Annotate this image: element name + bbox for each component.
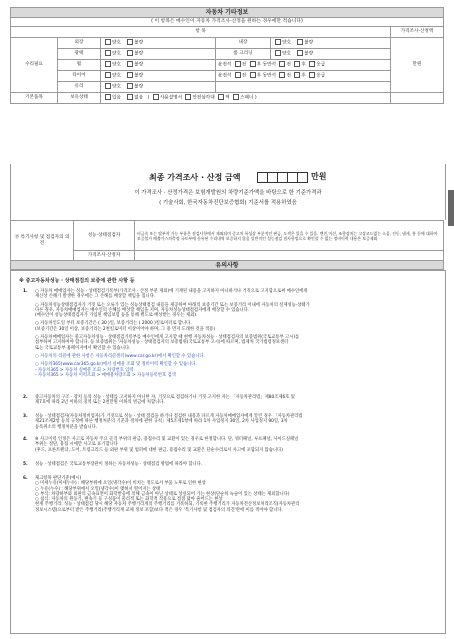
- item-header: 항 목: [11, 27, 391, 38]
- checkbox[interactable]: [235, 61, 241, 67]
- option-label: 불량: [134, 73, 144, 79]
- man-won-cell: 만원: [391, 38, 444, 93]
- option-label: 없음: [134, 95, 144, 101]
- option-label: 양호: [112, 84, 121, 90]
- checkbox[interactable]: [105, 83, 111, 89]
- note-line: 재산상 손해가 발생한 경우에는 그 손해를 배상할 책임을 집니다.: [35, 294, 156, 300]
- checkbox[interactable]: [105, 61, 111, 67]
- appraiser-opinion[interactable]: [135, 251, 444, 261]
- checkbox[interactable]: [297, 50, 303, 56]
- checkbox[interactable]: [235, 72, 241, 78]
- checkbox[interactable]: [233, 94, 239, 100]
- note-line: ※ 사고이력 인정은 사고로 자동차 주요 골격 부위의 판금, 용접수리 및 교환이 있는 경우로 한정합니다. 단, 쿼터패널, 루프패널, 사이드실패널: [35, 437, 299, 442]
- scrollbar[interactable]: [448, 190, 454, 226]
- checkbox[interactable]: [105, 94, 111, 100]
- option-label: 전: [241, 73, 247, 79]
- checkbox[interactable]: [105, 39, 111, 45]
- appraiser-label: 가격조사·산정자: [74, 251, 135, 261]
- note-line: 다른 경우, 자동차매매업자는 매수인의 손해를 배상할 책임을 지며, 자동차성능상태점검자에게 배상할 수 있습니다.: [35, 307, 250, 313]
- note-number: 1.: [23, 289, 28, 294]
- checkbox[interactable]: [127, 39, 133, 45]
- note-line: ○ 미세누유(미세누수) : 해당부위에 오일(냉각수)이 비치는 정도로서 부품 노후로 인한 현상: [35, 481, 206, 487]
- checkbox[interactable]: [309, 61, 315, 67]
- option-label: 불량: [134, 40, 144, 46]
- note-item-6: [17, 476, 441, 522]
- notes-title: 유의사항: [10, 260, 444, 270]
- notes-body: [10, 270, 446, 634]
- inspector-opinion[interactable]: 비금속 또는 탈부착 가능 부품은 점검사항에서 제외되며 중고차 특성상 부분적인 판금, 도색은 있을 수 있음. 엔진,미션, 조향장치는 고장코드없는 소음, 진동, 냄새, 흠 등에 대하여 보증불가 배출가스의측정 국토부에 등록된 수리내역 보증하지 않음 일반적인 성능점검 점사항법으로 확인할 수 없는 정비이력 내용은 보증제외: [135, 221, 444, 251]
- position-label: 동반석: [262, 73, 276, 79]
- option-label: 후: [256, 73, 262, 79]
- note-number: 2.: [23, 395, 28, 400]
- checkbox[interactable]: [250, 72, 256, 78]
- checkbox[interactable]: [153, 94, 159, 100]
- note-line: ○ 자동차성능상태점검자가 거짓 또는 오류가 있는 성능상태점검 내용을 제공하여 아래의 보증기간 또는 보증거리 이내에 자동차의 실제성능·상태가: [35, 302, 310, 308]
- note-line: ○ 자동차매매업자는 중고자동차성능 · 상태점검기록부를 매수인에게 고지할 때 현행 자동차성능 · 상태점검자의 보증범위(국토교통부 고시)를: [35, 335, 300, 341]
- note-line: ○ 자동차인도일 부터 보증기간은 ( 30 )일, 보증거리는 ( 2000 )킬로미터로 합니다.: [35, 321, 192, 327]
- note-number: 3.: [23, 414, 28, 419]
- checkbox[interactable]: [218, 94, 224, 100]
- note-line: ○ 침식: 자동차의 원동기, 변속기 등 구성품이 물리적 또는 화학적 작용으로 점점 닳아 줄어드는 현상: [35, 497, 223, 503]
- checkbox[interactable]: [294, 61, 300, 67]
- note-line: 현재 주행거리: 성능 · 상태점검 당시 해당 자동차 주행거리계의 주행거리를 기록하되, 기록한 주행거리가 자동차전산정보처리조직(자동차관리: [35, 502, 300, 508]
- option-label: 양호: [282, 51, 291, 57]
- option-label: 응급: [316, 62, 326, 68]
- section-title: 자동차 기타정보: [11, 8, 444, 18]
- checkbox[interactable]: [127, 72, 133, 78]
- note-line: (매수인이 성능상태점검자가 가입된 책임보험 등을 통해 별도로 배상받는 경우는 제외): [35, 313, 196, 319]
- checkbox[interactable]: [127, 50, 133, 56]
- note-line: 중고자동차의 구조 · 장치 등의 성능 · 상태를 고지하지 아니한 자, 거짓으로 점검하거나 거짓 고지한 자는 「자동차관리법」제80조제6호 및: [35, 395, 295, 400]
- position-label: 운전석: [218, 73, 232, 79]
- option-label: 양호: [282, 40, 291, 46]
- note-number: 4.: [23, 437, 28, 442]
- option-label: 후: [301, 62, 306, 68]
- note-line: (후드, 프론트펜더, 도어, 트렁크리드 등 외판 부위 및 범퍼에 대한 판금, 용접수리 및 교환은 단순수리로서 사고에 포함되지 않습니다): [35, 447, 283, 453]
- recall-link[interactable]: ○ 자동차의 리콜에 관한 사항은 자동차리콜센터(www.car.go.kr)에서 확인할 수 있습니다.: [35, 353, 205, 359]
- row-label: 유리: [58, 82, 101, 93]
- notes-heading: ※ 중고자동차성능 · 상태점검의 보증에 관한 사항 등: [19, 278, 135, 284]
- row-label: 휠: [58, 60, 101, 71]
- note-line: 부위는 절단, 용접 시에만 사고로 표기합니다: [35, 442, 118, 448]
- note-item-5: [17, 462, 441, 470]
- option-label: 스패너: [240, 95, 254, 101]
- checkbox[interactable]: [279, 61, 285, 67]
- inspector-label: 성능·상태점검자: [74, 221, 135, 251]
- option-label: 전: [286, 73, 291, 79]
- row-label: 룸 크리닝: [216, 49, 271, 60]
- final-price-note-1: 이 가격조사 · 산정가격은 보험개발원의 차량기준가액을 바탕으로 한 기준가격과: [134, 190, 322, 196]
- note-line: (보증기간은 30일 이상, 보증거리는 2천킬로미터 이상이어야 하며, 그 중 먼저 도래한 것을 적용): [35, 326, 216, 332]
- basic-items-label: 기본품목: [11, 93, 58, 104]
- option-label: 불량: [304, 40, 314, 46]
- position-label: 운전석: [218, 62, 232, 68]
- option-label: 후: [301, 73, 306, 79]
- checkbox[interactable]: [185, 94, 191, 100]
- option-label: 불량: [304, 51, 314, 57]
- note-line: - 자동차365 > 자동차 실매물 조회 > 차량번호 입력: [35, 367, 134, 373]
- option-label: 불량: [134, 51, 144, 57]
- checkbox[interactable]: [297, 39, 303, 45]
- checkbox[interactable]: [127, 94, 133, 100]
- note-item-2: [17, 395, 441, 409]
- option-label: 전: [286, 62, 291, 68]
- note-item-3: [17, 414, 441, 432]
- final-price-input[interactable]: [257, 172, 307, 182]
- row-label: 내장: [216, 38, 271, 49]
- checkbox[interactable]: [127, 83, 133, 89]
- option-label: 잭: [225, 95, 230, 101]
- checkbox[interactable]: [127, 61, 133, 67]
- checkbox[interactable]: [105, 50, 111, 56]
- note-line: - 자동차365 > 자동차 이력조회 > 매매용차량조회 > 자동차등록번호 검색: [35, 372, 176, 378]
- note-line: 등록취소의 행정처분을 받습니다.: [35, 424, 98, 430]
- note-number: 5.: [23, 462, 28, 467]
- vehicle-etc-table: 자동차 기타정보 ( 이 항목은 매수인이 자동차 가격조사·산정을 원하는 경우에만 적습니다) 항 목 가격조사·산정액 수리필요 외장 양호 불량 내장 양호 불량 만원 광택 양호 불량 룸 크리닝 양호 불량 휠 양호 불량 운전석 전 후 동반석 전 후 응급 타이어 양호 불량 운전석 전 후 동반석 전 후 응급 유리 양호 불량 기본품목 보유상태 있음 없음 ( 사용설명서 안전삼각대 잭 스패너 ): [10, 7, 444, 104]
- note-item-4: [17, 437, 441, 455]
- checkbox[interactable]: [294, 72, 300, 78]
- opinion-table: [10, 220, 444, 261]
- note-number: 6.: [23, 476, 28, 481]
- checkbox[interactable]: [105, 72, 111, 78]
- final-price-unit: 만원: [311, 172, 327, 181]
- option-label: 사용설명서: [159, 95, 183, 101]
- note-line: 성능 · 상태점검자(자동차정비업자)가 거짓으로 성능 · 상태 점검을 하거나 점검한 내용과 다르게 자동차매매업자에게 알린 경우 「자동차관리법: [35, 414, 303, 419]
- final-price-block: [10, 164, 446, 220]
- option-label: 불량: [134, 62, 144, 68]
- row-label: 외장: [58, 38, 101, 49]
- option-label: 양호: [112, 40, 121, 46]
- final-price-title: 최종 가격조사 · 산정 금액: [149, 173, 241, 182]
- position-label: 동반석: [262, 62, 276, 68]
- checkbox[interactable]: [275, 39, 281, 45]
- repair-needed-label: 수리필요: [11, 38, 58, 93]
- final-price-note-2: ( 기술사회, 한국자동차진단보증협회) 기준서를 적용하였음: [159, 200, 297, 206]
- opinion-label: ⑮ 특기사항 및 점검자의 의견: [11, 221, 74, 261]
- option-label: 양호: [112, 62, 121, 68]
- row-label: 광택: [58, 49, 101, 60]
- option-label: 응급: [316, 73, 326, 79]
- note-line: 정보시스템)으로부터 받은 주행거리(주행거리계 교체 정보 포함)보다 적은 경우 '특기사항 및 점검자의 의견'란에 이를 적어야 합니다.: [35, 507, 283, 513]
- note-line: 성능 · 상태점검은 국토교통부장관이 정하는 자동차성능 · 상태점검 방법에 따라야 합니다.: [35, 462, 203, 467]
- note-line: 제21조제2항 등의 규정에 따른 행정처분의 기준과 절차에 관한 규칙」제5조제1항에 따라 1차 사업정지 30일, 2차 사업정지 90일, 3차: [35, 419, 288, 425]
- option-label: 있음: [112, 95, 121, 101]
- checkbox[interactable]: [309, 72, 315, 78]
- section-subtitle: ( 이 항목은 매수인이 자동차 가격조사·산정을 원하는 경우에만 적습니다): [11, 18, 444, 27]
- row-label: 타이어: [58, 71, 101, 82]
- possession-label: 보유상태: [58, 93, 101, 104]
- note-line: ○ 자동차 매매업자는 성능 · 상태점검기록부(가격조사 · 산정 부분 제외)에 기재된 내용을 고지하지 아니하거나 거짓으로 고지함으로써 매수인에게: [35, 289, 308, 294]
- option-label: 안전삼각대: [192, 95, 215, 101]
- note-line: ○ 부식: 차량하부와 외판의 금속표면이 화학반응에 의해 금속이 아닌 상태로 상실되어 가는 현상(단순히 녹슬어 있는 상태는 제외합니다): [35, 491, 290, 497]
- checkbox[interactable]: [250, 61, 256, 67]
- option-label: 양호: [112, 51, 121, 57]
- price-header: 가격조사·산정액: [391, 27, 444, 38]
- checkbox[interactable]: [275, 50, 281, 56]
- option-label: 양호: [112, 73, 121, 79]
- option-label: 불량: [134, 84, 144, 90]
- option-label: 전: [241, 62, 247, 68]
- note-line: ○ 누유(누수) : 해당부위에서 오일(냉각수)이 맺혀서 떨어지는 상태: [35, 486, 161, 492]
- option-label: 후: [256, 62, 262, 68]
- car365-link[interactable]: ○ 자동차365(www.car365.go.kr)에서 실매물 조회 및 정비이력 확인할 수 있습니다.: [35, 362, 197, 368]
- note-line: 또는 국토교통부 홈페이지에서 확인할 수 있습니다.: [35, 345, 131, 351]
- checkbox[interactable]: [279, 72, 285, 78]
- note-item-1: [17, 289, 441, 389]
- note-line: 첨부하여 고지하여야 합니다. 등 보증범위는 '자동차성능 · 상태점검자의 보증범위(국토교통부 고시)에 따르며, 법제처 국가법령정보센터: [35, 340, 289, 346]
- note-line: 체크항목 판단기준(예시): [35, 476, 82, 481]
- note-line: 제7호에 따라 2년 이하의 징역 또는 2천만원 이하의 벌금에 처합니다.: [35, 400, 165, 406]
